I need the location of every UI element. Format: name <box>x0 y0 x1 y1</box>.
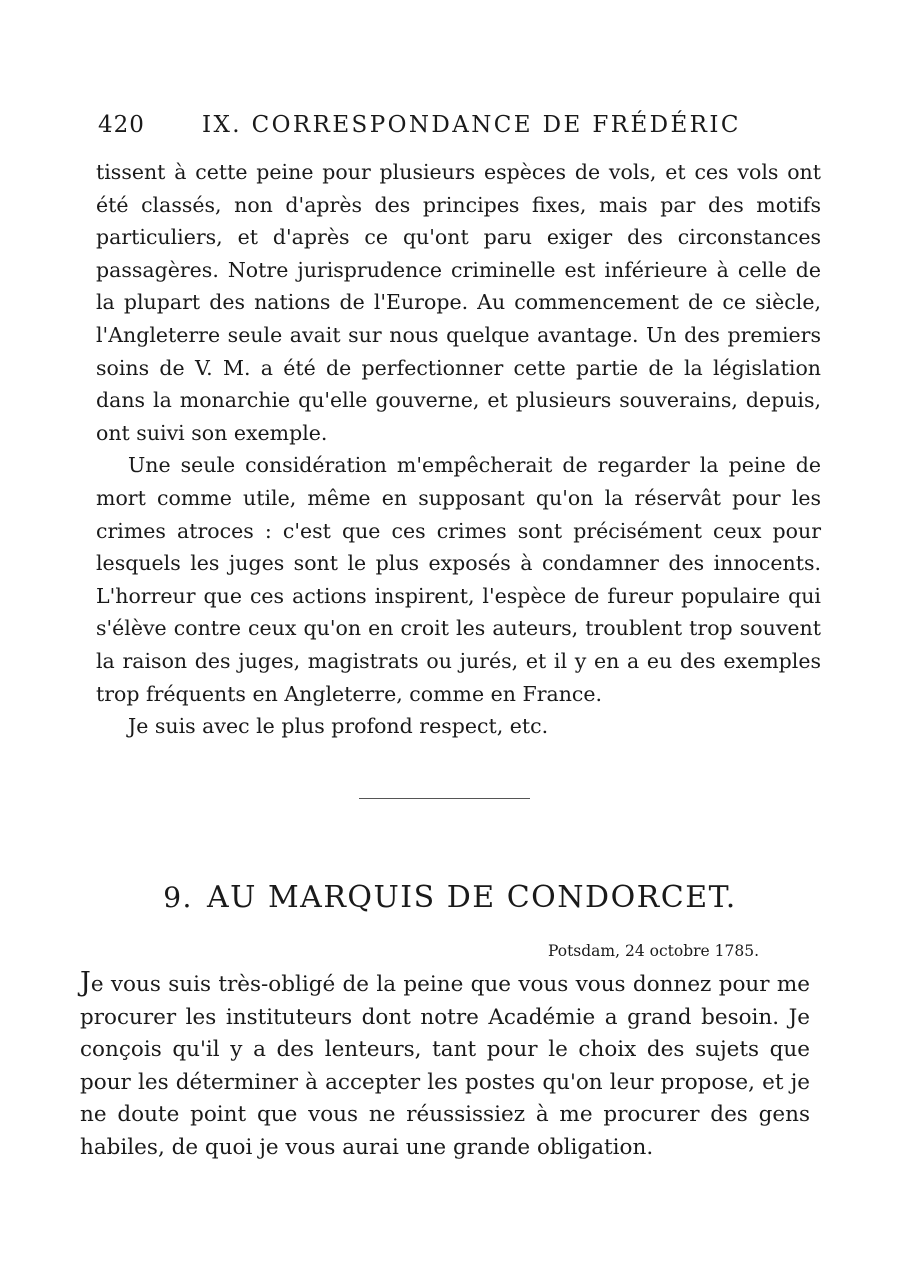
previous-letter-text <box>96 156 821 743</box>
letter-body <box>80 967 810 1165</box>
page-number: 420 <box>98 112 145 138</box>
letter-number: 9. <box>163 881 193 914</box>
closing-formula: Je suis avec le plus profond respect, etc. <box>128 714 549 739</box>
letter-text: e vous suis très-obligé de la peine que vous vous donnez pour me procurer les instituteurs dont notre Académie a grand besoin. Je conçois qu'il y a des lenteurs, tant pour le choix des sujets que pour les déterminer à accepter les postes qu'on leur propose, et je ne doute point que vous ne réussissiez à me procurer des gens habiles, de quoi je vous aurai une grande obligation. <box>80 972 810 1160</box>
letter-recipient: AU MARQUIS DE CONDORCET. <box>206 880 737 915</box>
letter-paragraph <box>80 967 810 1165</box>
letter-dateline: Potsdam, 24 octobre 1785. <box>547 942 759 960</box>
running-title: IX. CORRESPONDANCE DE FRÉDÉRIC <box>202 112 741 138</box>
paragraph-continuation: tissent à cette peine pour plusieurs espèces de vols, et ces vols ont été classés, non d'après des principes fixes, mais par des motifs particuliers, et d'après ce qu'ont paru exiger des circonstances passagères. Notre jurisprudence criminelle est inférieure à celle de la plupart des nations de l'Europe. Au commencement de ce siècle, l'Angleterre seule avait sur nous quelque avantage. Un des premiers soins de V. M. a été de perfectionner cette partie de la législation dans la monarchie qu'elle gouverne, et plusieurs souverains, depuis, ont suivi son exemple. <box>96 160 821 445</box>
letter-heading <box>0 876 900 920</box>
section-divider <box>359 798 530 799</box>
paragraph-death-penalty: Une seule considération m'empêcherait de regarder la peine de mort comme utile, même en supposant qu'on la réservât pour les crimes atroces : c'est que ces crimes sont précisément ceux pour lesquels les juges sont le plus exposés à condamner des innocents. L'horreur que ces actions inspirent, l'espèce de fureur populaire qui s'élève contre ceux qu'on en croit les auteurs, troublent trop souvent la raison des juges, magistrats ou jurés, et il y en a eu des exemples trop fréquents en Angleterre, comme en France. <box>96 453 821 706</box>
initial-letter: J <box>80 967 91 998</box>
